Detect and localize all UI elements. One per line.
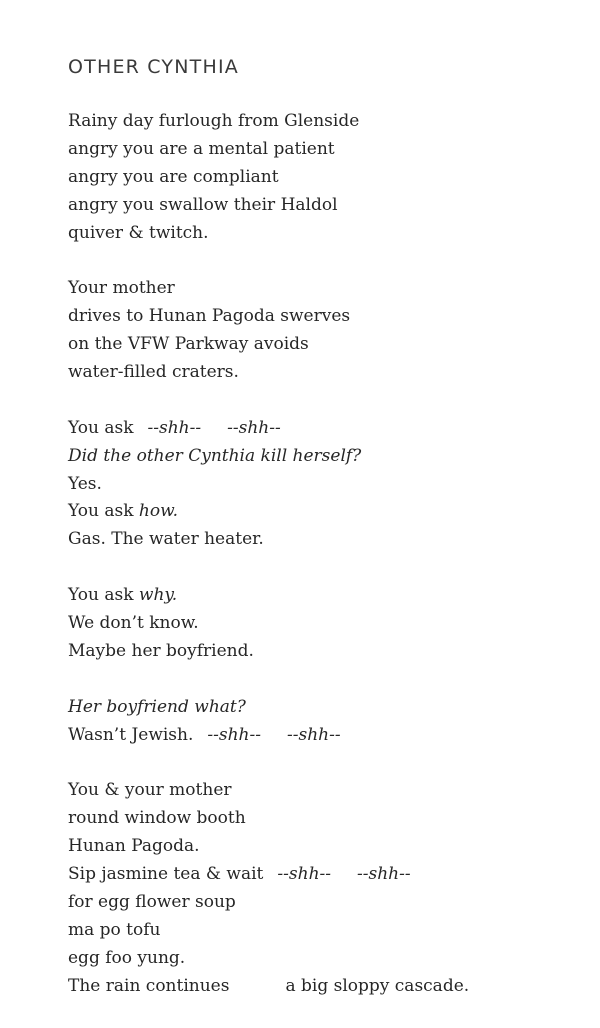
shh-aside: --shh-- [147,417,202,438]
poem-line: We don’t know. [68,613,199,634]
line-text: Sip jasmine tea & wait [68,864,264,885]
poem-line [68,582,578,610]
poem-line: round window booth [68,808,246,829]
shh-aside: --shh-- [227,417,281,438]
line-text: a big sloppy cascade. [285,975,470,996]
italic-word: how. [138,501,179,522]
poem-line: ma po tofu [68,919,161,940]
poem-line: egg foo yung. [68,947,186,968]
line-text: You ask [68,417,134,438]
poem-line: for egg flower soup [68,891,236,912]
poem-line: Did the other Cynthia kill herself? [68,445,362,466]
poem-line [68,498,578,526]
poem-line: Your mother [68,278,175,299]
italic-word: why. [138,585,178,606]
poem-line: Yes. [68,473,102,494]
shh-aside: --shh-- [277,864,332,885]
poem-line: You & your mother [68,780,232,801]
shh-aside: --shh-- [357,864,411,885]
line-text: You ask [68,501,139,522]
stanza-5 [68,694,578,750]
poem-line: drives to Hunan Pagoda swerves [68,306,351,327]
poem-line: quiver & twitch. [68,222,209,243]
line-text: The rain continues [68,975,230,996]
poem-line: Maybe her boyfriend. [68,640,254,661]
poem-line [68,861,578,889]
poem-line: on the VFW Parkway avoids [68,334,309,355]
poem-line: Rainy day furlough from Glenside [68,111,360,131]
poem-line: angry you swallow their Haldol [68,194,338,215]
poem-line: Gas. The water heater. [68,529,264,550]
poem-body [68,108,578,1001]
poem-line: water-filled craters. [68,362,239,383]
stanza-3 [68,415,578,554]
stanza-4 [68,582,578,666]
poem-line: Her boyfriend what? [68,696,246,717]
poem-line: angry you are compliant [68,166,279,187]
poem-line: angry you are a mental patient [68,138,335,159]
poem-line [68,973,578,1001]
line-text: You ask [68,585,139,606]
stanza-6 [68,777,578,1000]
line-text: Wasn’t Jewish. [68,724,194,745]
poem-page [68,52,578,1028]
stanza-2 [68,275,578,387]
poem-title: OTHER CYNTHIA [68,56,239,78]
poem-line [68,415,578,443]
shh-aside: --shh-- [207,724,261,745]
shh-aside: --shh-- [287,724,341,745]
poem-line: Hunan Pagoda. [68,836,200,857]
stanza-1 [68,108,578,247]
poem-line [68,722,578,750]
